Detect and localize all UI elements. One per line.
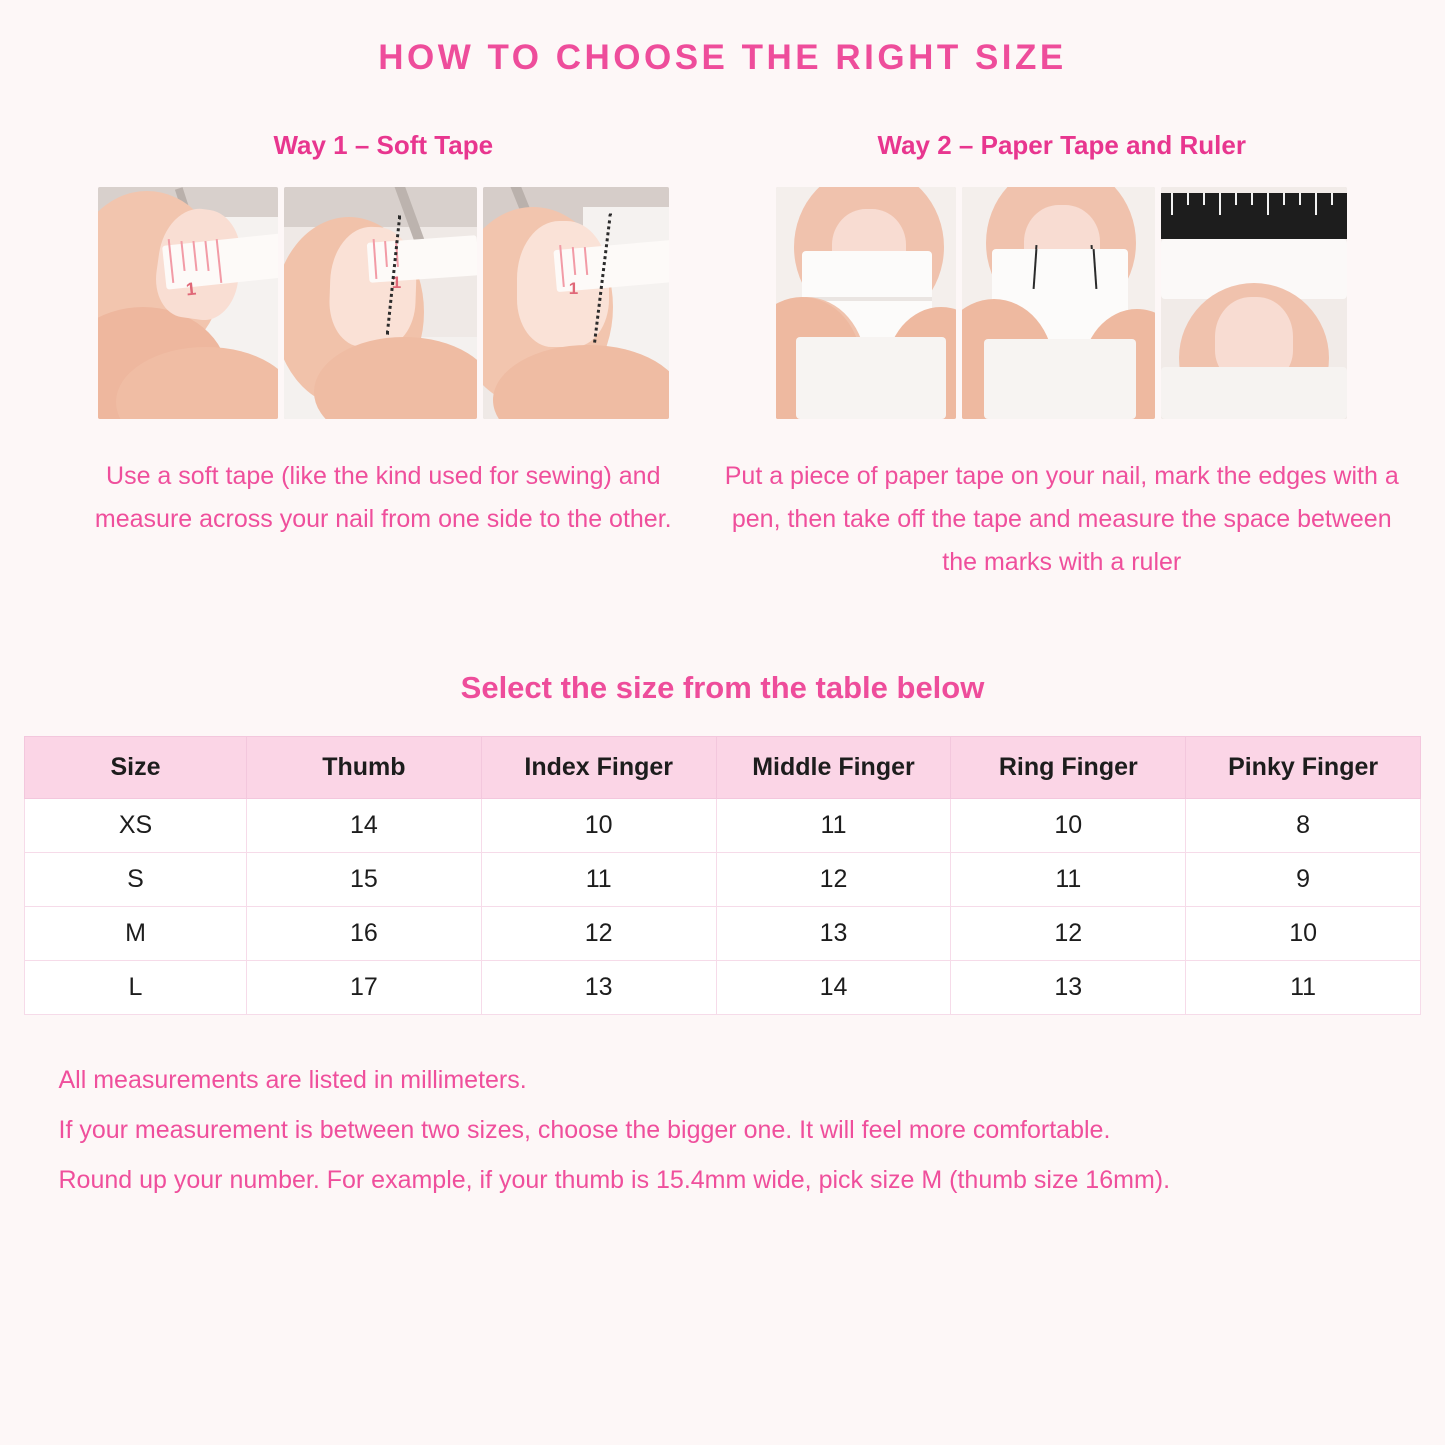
table-header-cell: Ring Finger — [951, 737, 1186, 799]
method-2-photo-row — [723, 187, 1402, 419]
table-row — [25, 907, 1421, 961]
method-2-description: Put a piece of paper tape on your nail, mark the edges with a pen, then take off the tape and measure the space between the marks with a ruler — [724, 462, 1399, 576]
table-row — [25, 799, 1421, 853]
table-cell: M — [25, 907, 247, 961]
table-cell: 13 — [481, 961, 716, 1015]
paper-tape-photo-1 — [776, 187, 956, 419]
table-cell: 14 — [247, 799, 482, 853]
table-header-row — [25, 737, 1421, 799]
table-cell: 11 — [951, 853, 1186, 907]
table-row — [25, 961, 1421, 1015]
table-header-cell: Middle Finger — [716, 737, 951, 799]
table-header-cell: Index Finger — [481, 737, 716, 799]
table-row — [25, 853, 1421, 907]
method-2-heading: Way 2 – Paper Tape and Ruler — [877, 130, 1246, 160]
table-header-cell: Pinky Finger — [1186, 737, 1421, 799]
table-cell: 10 — [951, 799, 1186, 853]
table-cell: 11 — [481, 853, 716, 907]
table-cell: 15 — [247, 853, 482, 907]
method-soft-tape — [44, 130, 723, 584]
size-table — [24, 736, 1421, 1015]
table-cell: 14 — [716, 961, 951, 1015]
notes-section — [23, 1055, 1423, 1205]
table-heading: Select the size from the table below — [460, 670, 985, 705]
table-cell: 17 — [247, 961, 482, 1015]
table-cell: S — [25, 853, 247, 907]
method-1-photo-row — [44, 187, 723, 419]
ruler-photo-3 — [1161, 187, 1347, 419]
table-cell: 12 — [951, 907, 1186, 961]
table-cell: 10 — [481, 799, 716, 853]
table-cell: 8 — [1186, 799, 1421, 853]
table-cell: 13 — [716, 907, 951, 961]
note-item: Round up your number. For example, if your thumb is 15.4mm wide, pick size M (thumb size 16mm). — [58, 1166, 1171, 1194]
table-cell: 13 — [951, 961, 1186, 1015]
table-cell: 11 — [716, 799, 951, 853]
method-paper-tape — [723, 130, 1402, 584]
table-cell: 16 — [247, 907, 482, 961]
method-1-heading: Way 1 – Soft Tape — [273, 130, 494, 160]
table-cell: 11 — [1186, 961, 1421, 1015]
table-cell: L — [25, 961, 247, 1015]
soft-tape-measure-photo-3: 1 — [483, 187, 669, 419]
table-header-cell: Size — [25, 737, 247, 799]
note-item: If your measurement is between two sizes, choose the bigger one. It will feel more comfortable. — [58, 1116, 1111, 1144]
table-cell: 12 — [716, 853, 951, 907]
table-cell: 9 — [1186, 853, 1421, 907]
table-cell: 12 — [481, 907, 716, 961]
page-title: HOW TO CHOOSE THE RIGHT SIZE — [378, 38, 1067, 77]
note-item: All measurements are listed in millimeters. — [58, 1066, 527, 1094]
table-cell: 10 — [1186, 907, 1421, 961]
table-cell: XS — [25, 799, 247, 853]
soft-tape-measure-photo-1: 1 — [98, 187, 278, 419]
table-header-cell: Thumb — [247, 737, 482, 799]
method-1-description: Use a soft tape (like the kind used for sewing) and measure across your nail from one side to the other. — [94, 462, 672, 533]
methods-section — [0, 130, 1445, 584]
paper-tape-photo-2 — [962, 187, 1155, 419]
soft-tape-measure-photo-2: 1 — [284, 187, 477, 419]
